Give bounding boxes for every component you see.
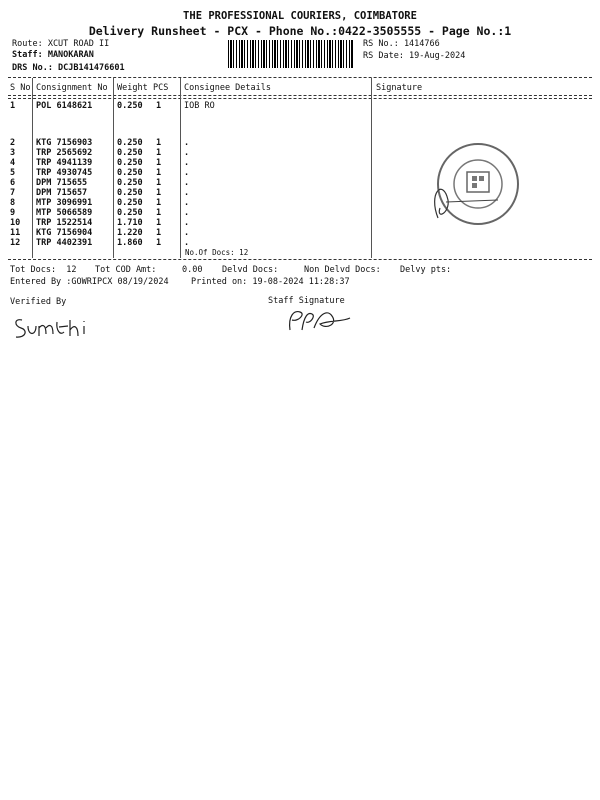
- row-weight: 0.250: [117, 101, 143, 111]
- row-details: IOB RO: [184, 101, 215, 111]
- col-header-pcs: PCS: [153, 83, 169, 93]
- row-weight: 1.710: [117, 218, 143, 228]
- row-weight: 0.250: [117, 138, 143, 148]
- row-details: .: [184, 208, 190, 218]
- row-consignment: MTP 3096991: [36, 198, 93, 208]
- row-weight: 0.250: [117, 188, 143, 198]
- row-consignment: TRP 1522514: [36, 218, 93, 228]
- row-sno: 11: [10, 228, 21, 238]
- row-details: .: [184, 218, 190, 228]
- non-delivered-docs: Non Delvd Docs:: [304, 265, 381, 275]
- row-pcs: 1: [156, 138, 162, 148]
- barcode: [228, 40, 353, 68]
- col-header-weight: Weight: [117, 83, 148, 93]
- total-cod-amount: Tot COD Amt: 0.00: [95, 265, 203, 275]
- row-weight: 0.250: [117, 168, 143, 178]
- col-header-consignee: Consignee Details: [184, 83, 271, 93]
- row-details: .: [184, 138, 190, 148]
- row-sno: 10: [10, 218, 21, 228]
- row-weight: 0.250: [117, 158, 143, 168]
- total-docs: Tot Docs: 12: [10, 265, 77, 275]
- row-weight: 0.250: [117, 148, 143, 158]
- staff-label: Staff: MANOKARAN: [12, 50, 94, 60]
- col-header-consignment: Consignment No: [36, 83, 108, 93]
- row-consignment: TRP 4941139: [36, 158, 93, 168]
- row-pcs: 1: [156, 158, 162, 168]
- row-pcs: 1: [156, 168, 162, 178]
- row-sno: 9: [10, 208, 16, 218]
- row-sno: 5: [10, 168, 16, 178]
- row-sno: 7: [10, 188, 16, 198]
- row-pcs: 1: [156, 218, 162, 228]
- entered-by: Entered By :GOWRIPCX 08/19/2024: [10, 277, 169, 287]
- table-row: [0, 101, 600, 112]
- row-sno: 4: [10, 158, 16, 168]
- row-consignment: TRP 2565692: [36, 148, 93, 158]
- staff-signature-label: Staff Signature: [268, 296, 345, 306]
- staff-signature-icon: [280, 306, 360, 336]
- row-sno: 2: [10, 138, 16, 148]
- table-row: [0, 238, 600, 249]
- row-consignment: TRP 4930745: [36, 168, 93, 178]
- official-stamp-icon: [418, 138, 538, 238]
- row-weight: 1.220: [117, 228, 143, 238]
- row-weight: 0.250: [117, 198, 143, 208]
- row-consignment: KTG 7156904: [36, 228, 93, 238]
- row-details: .: [184, 188, 190, 198]
- row-sno: 8: [10, 198, 16, 208]
- row-details: .: [184, 168, 190, 178]
- col-header-sno: S No: [10, 83, 31, 93]
- delivery-points: Delvy pts:: [400, 265, 452, 275]
- row-pcs: 1: [156, 238, 162, 248]
- delivered-docs: Delvd Docs:: [222, 265, 279, 275]
- row-pcs: 1: [156, 198, 162, 208]
- row-details: .: [184, 228, 190, 238]
- row-consignment: POL 6148621: [36, 101, 93, 111]
- header-rule: [8, 95, 592, 96]
- col-header-signature: Signature: [376, 83, 423, 93]
- row-details: .: [184, 238, 190, 248]
- row-details: .: [184, 198, 190, 208]
- rs-number: RS No.: 1414766: [363, 39, 440, 49]
- row-weight: 0.250: [117, 208, 143, 218]
- row-pcs: 1: [156, 228, 162, 238]
- row-details: .: [184, 158, 190, 168]
- row-pcs: 1: [156, 148, 162, 158]
- row-weight: 0.250: [117, 178, 143, 188]
- row-consignment: TRP 4402391: [36, 238, 93, 248]
- row-details: .: [184, 178, 190, 188]
- no-of-docs: No.Of Docs: 12: [185, 248, 249, 257]
- printed-on: Printed on: 19-08-2024 11:28:37: [191, 277, 350, 287]
- row-pcs: 1: [156, 178, 162, 188]
- row-pcs: 1: [156, 208, 162, 218]
- row-sno: 1: [10, 101, 16, 111]
- runsheet-subtitle: Delivery Runsheet - PCX - Phone No.:0422-3505555 - Page No.:1: [88, 24, 512, 38]
- row-consignment: KTG 7156903: [36, 138, 93, 148]
- rs-date: RS Date: 19-Aug-2024: [363, 51, 466, 61]
- header-rule-2: [8, 98, 592, 99]
- bottom-rule: [8, 259, 592, 260]
- row-details: .: [184, 148, 190, 158]
- row-weight: 1.860: [117, 238, 143, 248]
- row-pcs: 1: [156, 101, 162, 111]
- company-title: THE PROFESSIONAL COURIERS, COIMBATORE: [183, 10, 417, 22]
- row-consignment: MTP 5066589: [36, 208, 93, 218]
- row-consignment: DPM 715655: [36, 178, 88, 188]
- row-sno: 12: [10, 238, 21, 248]
- verifier-signature-icon: [12, 310, 112, 344]
- row-pcs: 1: [156, 188, 162, 198]
- drs-number: DRS No.: DCJB141476601: [12, 63, 125, 73]
- row-consignment: DPM 715657: [36, 188, 88, 198]
- route-label: Route: XCUT ROAD II: [12, 39, 110, 49]
- top-rule: [8, 77, 592, 78]
- row-sno: 6: [10, 178, 16, 188]
- row-sno: 3: [10, 148, 16, 158]
- verified-by-label: Verified By: [10, 297, 67, 307]
